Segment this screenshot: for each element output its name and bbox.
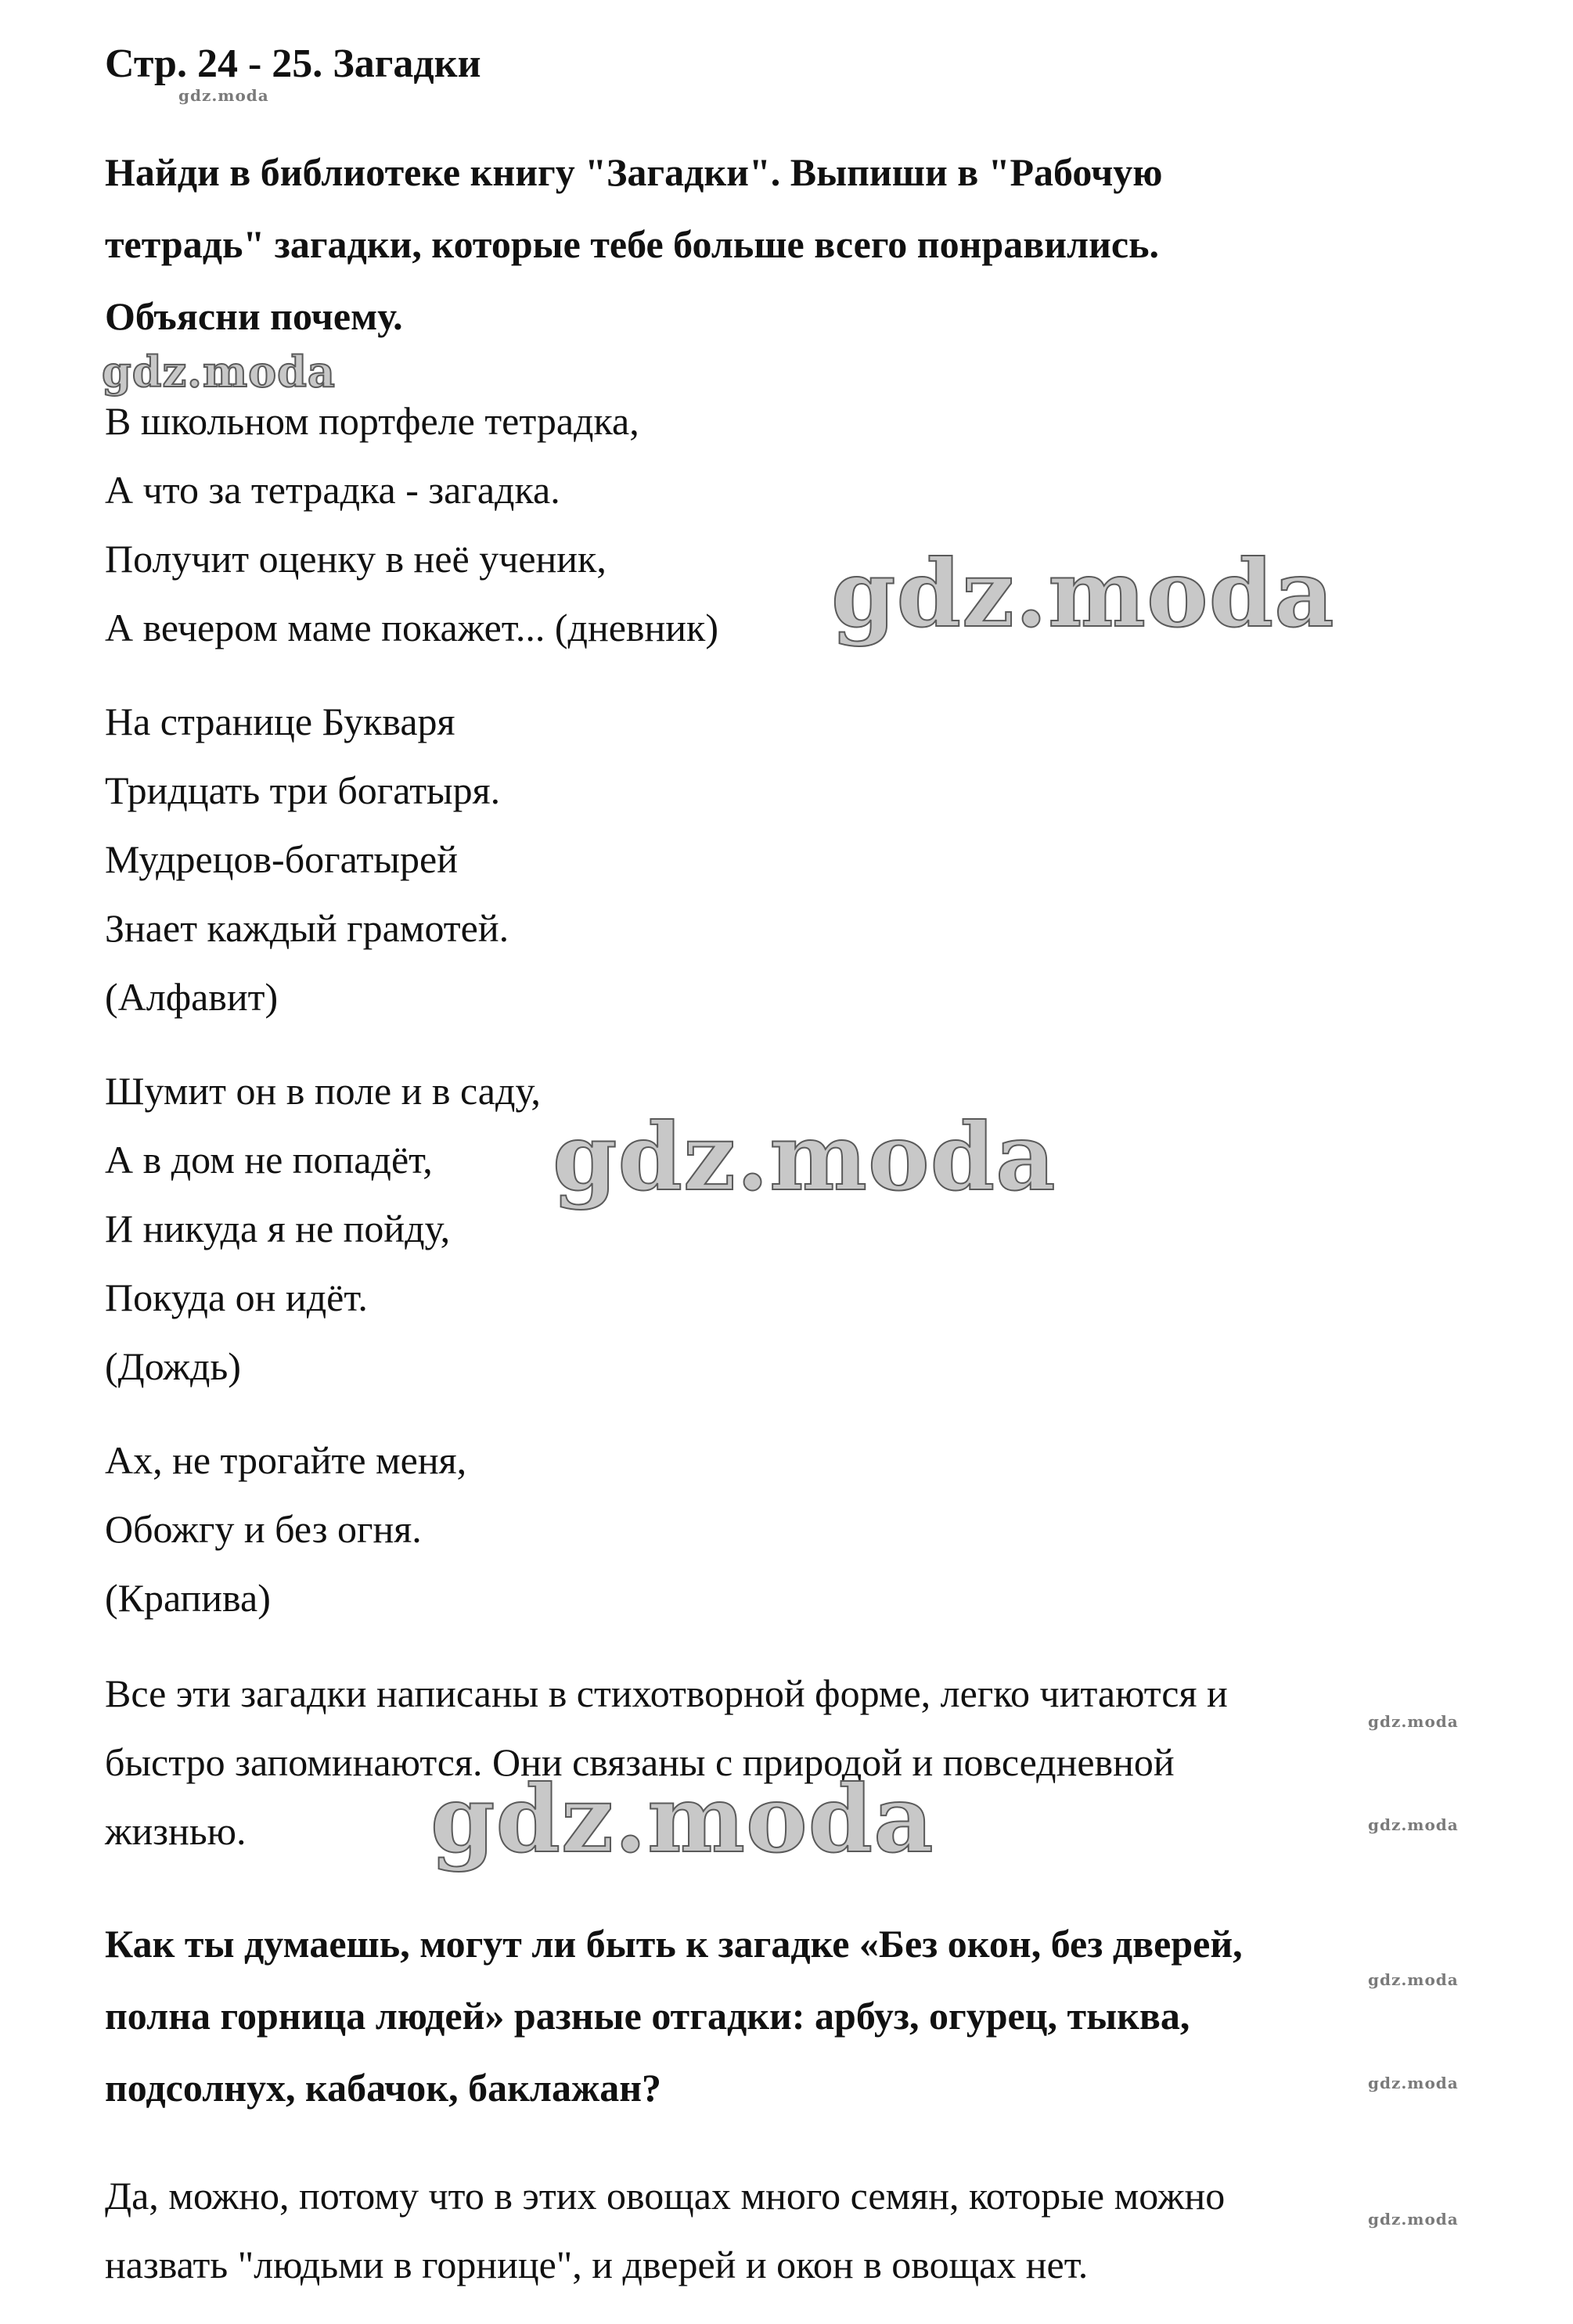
- riddle-answer: (Дождь): [105, 1344, 241, 1388]
- riddle-line: Получит оценку в неё ученик,: [105, 537, 607, 581]
- watermark-small: gdz.moda: [1368, 1815, 1459, 1834]
- watermark-large: gdz.moda: [553, 1103, 1056, 1211]
- task-1-line: Найди в библиотеке книгу "Загадки". Выпиши в "Рабочую: [105, 150, 1163, 194]
- riddle-answer: (Крапива): [105, 1576, 271, 1620]
- task-2-line: Как ты думаешь, могут ли быть к загадке «Без окон, без дверей,: [105, 1922, 1243, 1966]
- riddle-line: А в дом не попадёт,: [105, 1138, 433, 1182]
- explanation-line: Все эти загадки написаны в стихотворной форме, легко читаются и: [105, 1671, 1228, 1715]
- riddle-line: Обожгу и без огня.: [105, 1507, 422, 1551]
- riddle-answer: (Алфавит): [105, 975, 279, 1019]
- task-1-line: Объясни почему.: [105, 294, 403, 338]
- answer-line: Да, можно, потому что в этих овощах много семян, которые можно: [105, 2174, 1226, 2218]
- riddle-line: Тридцать три богатыря.: [105, 768, 501, 812]
- explanation-line: быстро запоминаются. Они связаны с природой и повседневной: [105, 1740, 1175, 1784]
- watermark-small: gdz.moda: [1368, 2210, 1459, 2229]
- task-2-line: подсолнух, кабачок, баклажан?: [105, 2066, 662, 2110]
- riddle-line: И никуда я не пойду,: [105, 1207, 451, 1250]
- riddle-line: Ах, не трогайте меня,: [105, 1438, 467, 1482]
- watermark-large: gdz.moda: [430, 1765, 934, 1873]
- watermark-small: gdz.moda: [178, 86, 269, 105]
- explanation-line: жизнью.: [105, 1809, 247, 1853]
- page-title: Стр. 24 - 25. Загадки: [105, 41, 481, 86]
- riddle-line: Знает каждый грамотей.: [105, 906, 509, 950]
- watermark-small: gdz.moda: [1368, 1712, 1459, 1731]
- riddle-line: А вечером маме покажет... (дневник): [105, 606, 718, 649]
- riddle-line: В школьном портфеле тетрадка,: [105, 399, 639, 443]
- watermark-small: gdz.moda: [1368, 2074, 1459, 2092]
- task-2-line: полна горница людей» разные отгадки: арбуз, огурец, тыква,: [105, 1994, 1190, 2038]
- riddle-line: Покуда он идёт.: [105, 1275, 368, 1319]
- watermark-small: gdz.moda: [1368, 1970, 1459, 1989]
- riddle-line: На странице Букваря: [105, 700, 455, 743]
- riddle-line: Шумит он в поле и в саду,: [105, 1069, 541, 1113]
- riddle-line: Мудрецов-богатырей: [105, 837, 458, 881]
- task-1-line: тетрадь" загадки, которые тебе больше всего понравились.: [105, 222, 1160, 266]
- answer-line: назвать "людьми в горнице", и дверей и окон в овощах нет.: [105, 2243, 1089, 2286]
- watermark-large: gdz.moda: [831, 539, 1335, 648]
- watermark-medium: gdz.moda: [102, 347, 336, 397]
- riddle-line: А что за тетрадка - загадка.: [105, 468, 560, 512]
